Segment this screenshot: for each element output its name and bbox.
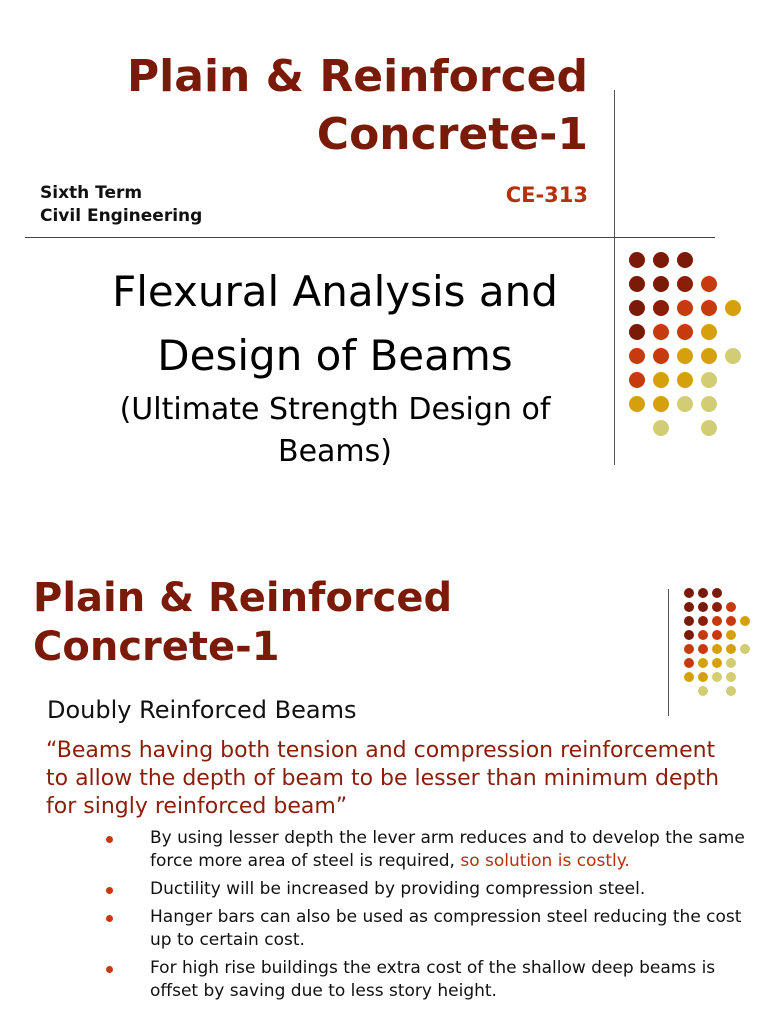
- decorative-dot: [684, 616, 694, 626]
- decorative-dot: [701, 348, 717, 364]
- decorative-dot: [629, 324, 645, 340]
- topic-line3: (Ultimate Strength Design of: [119, 392, 551, 427]
- bullet-text: Ductility will be increased by providing compression steel.: [150, 879, 646, 899]
- decorative-dot: [726, 658, 736, 668]
- decorative-dot: [677, 252, 693, 268]
- slide2-title-line2: Concrete-1: [33, 624, 280, 670]
- horizontal-divider: [25, 237, 715, 238]
- list-item: [100, 878, 750, 901]
- decorative-dot: [698, 630, 708, 640]
- bullet-highlight: so solution is costly.: [460, 851, 630, 871]
- slide1-subtitle: [40, 182, 202, 228]
- decorative-dot: [712, 644, 722, 654]
- bullet-list: [100, 827, 750, 1008]
- decorative-dot: [701, 372, 717, 388]
- decorative-dot: [726, 672, 736, 682]
- bullet-text: Hanger bars can also be used as compression steel reducing the cost up to certain cost.: [150, 907, 742, 950]
- decorative-dot: [677, 300, 693, 316]
- bullet-text: By using lesser depth the lever arm reduces and to develop the same force more area of steel is required,: [150, 828, 745, 871]
- decorative-dot: [629, 372, 645, 388]
- decorative-dot: [653, 300, 669, 316]
- decorative-dot: [653, 276, 669, 292]
- decorative-dot: [725, 300, 741, 316]
- course-code: CE-313: [505, 183, 588, 207]
- list-item: [100, 906, 750, 952]
- decorative-dot: [712, 616, 722, 626]
- slide1-title-line1: Plain & Reinforced: [126, 51, 588, 102]
- decorative-dot: [698, 686, 708, 696]
- list-item: [100, 827, 750, 873]
- decorative-dot: [698, 672, 708, 682]
- decorative-dot: [712, 672, 722, 682]
- decorative-dot: [698, 588, 708, 598]
- list-item: [100, 957, 750, 1003]
- slide1-title-line2: Concrete-1: [316, 109, 588, 160]
- decorative-dot: [701, 396, 717, 412]
- decorative-dot: [653, 348, 669, 364]
- slide-2: [0, 512, 768, 1024]
- decorative-dot: [701, 324, 717, 340]
- decorative-dot: [726, 602, 736, 612]
- decorative-dot: [629, 252, 645, 268]
- decorative-dot: [698, 602, 708, 612]
- decorative-dot: [725, 348, 741, 364]
- decorative-dot: [629, 300, 645, 316]
- slide1-topic: [40, 260, 630, 472]
- decorative-dot: [629, 348, 645, 364]
- topic-line1: Flexural Analysis and: [112, 267, 558, 316]
- decorative-dot: [740, 616, 750, 626]
- definition-quote: “Beams having both tension and compression reinforcement to allow the depth of beam to be lesser than minimum depth for singly reinforced beam”: [46, 738, 720, 819]
- decorative-dot: [684, 672, 694, 682]
- vertical-divider: [668, 589, 669, 716]
- decorative-dot: [684, 658, 694, 668]
- decorative-dot: [684, 630, 694, 640]
- bullet-icon: [106, 915, 113, 922]
- section-heading: Doubly Reinforced Beams: [47, 696, 357, 724]
- decorative-dot: [653, 324, 669, 340]
- decorative-dot: [653, 396, 669, 412]
- decorative-dot: [629, 396, 645, 412]
- decorative-dot: [701, 420, 717, 436]
- decorative-dot: [726, 644, 736, 654]
- slide1-title: [127, 48, 588, 164]
- term-label: Sixth Term: [40, 183, 143, 203]
- decorative-dot: [684, 588, 694, 598]
- decorative-dot: [677, 276, 693, 292]
- decorative-dot: [684, 602, 694, 612]
- decorative-dot: [653, 372, 669, 388]
- topic-line4: Beams): [278, 434, 392, 469]
- decorative-dot: [726, 630, 736, 640]
- decorative-dot: [684, 644, 694, 654]
- decorative-dot: [698, 658, 708, 668]
- decorative-dot: [726, 686, 736, 696]
- topic-line2: Design of Beams: [157, 331, 513, 380]
- decorative-dot: [712, 602, 722, 612]
- decorative-dot: [677, 396, 693, 412]
- decorative-dot: [677, 324, 693, 340]
- decorative-dot: [726, 616, 736, 626]
- decorative-dot: [698, 644, 708, 654]
- department-label: Civil Engineering: [40, 206, 203, 226]
- slide2-title-line1: Plain & Reinforced: [33, 575, 453, 621]
- decorative-dot: [740, 644, 750, 654]
- decorative-dot: [677, 372, 693, 388]
- bullet-icon: [106, 966, 113, 973]
- decorative-dot: [653, 420, 669, 436]
- bullet-icon: [106, 887, 113, 894]
- decorative-dot: [653, 252, 669, 268]
- decorative-dot: [701, 300, 717, 316]
- decorative-dot: [712, 630, 722, 640]
- decorative-dot: [677, 348, 693, 364]
- decorative-dot: [712, 588, 722, 598]
- bullet-text: For high rise buildings the extra cost of the shallow deep beams is offset by saving due to less story height.: [150, 958, 716, 1001]
- decorative-dot: [701, 276, 717, 292]
- decorative-dot: [698, 616, 708, 626]
- bullet-icon: [106, 836, 113, 843]
- decorative-dot: [712, 658, 722, 668]
- decorative-dot: [629, 276, 645, 292]
- slide2-title: [33, 574, 452, 672]
